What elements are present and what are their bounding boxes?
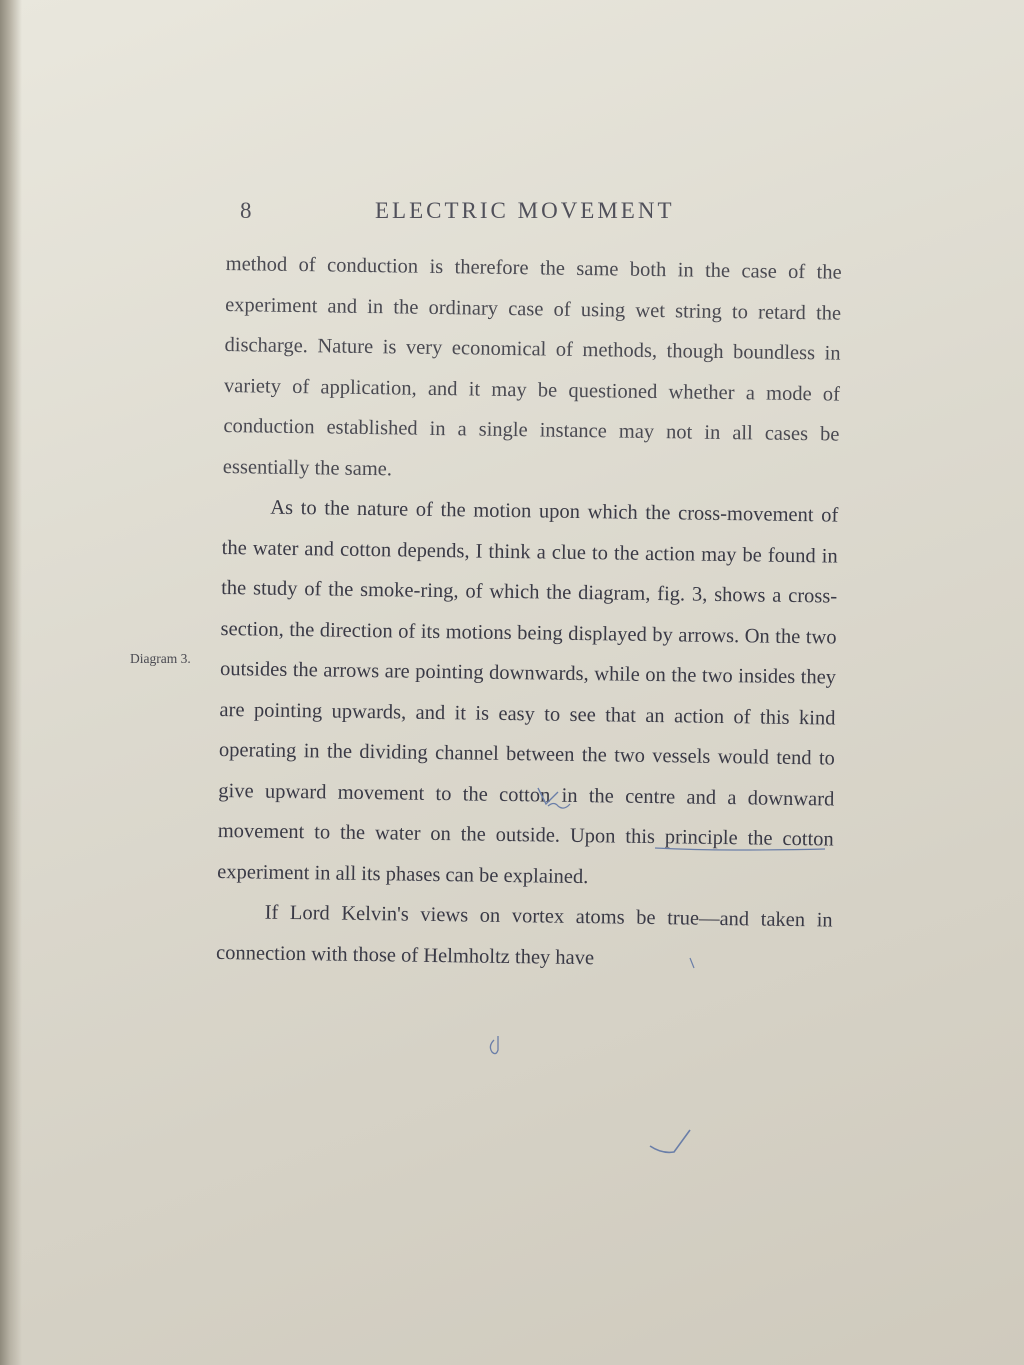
- pencil-squiggle-mark: [548, 804, 570, 809]
- pencil-underline-mark: [655, 848, 825, 850]
- margin-note: Diagram 3.: [130, 651, 191, 666]
- paragraph: method of conduction is therefore the same both in the case of the experiment and in the ordinary case of using wet string to retard the discharge. Nature is very economical of methods, though boundless in variety of application, and it may be questioned whether a mode of conduction established in a single instance may not in all cases be essentially the same.: [222, 252, 842, 480]
- pencil-caret-mark: [538, 788, 558, 804]
- page-title: ELECTRIC MOVEMENT: [375, 198, 675, 223]
- pencil-tick-mark: [690, 958, 694, 968]
- page-number: 8: [240, 198, 254, 223]
- pencil-paragraph-mark: [490, 1036, 498, 1054]
- paragraph: As to the nature of the motion upon which the cross-movement of the water and cotton depends, I think a clue to the action may be found in the study of the smoke-ring, of which the diagram, fig. 3, shows a cross-section, the direction of its motions being displayed by arrows. On the two outsides the arrows are pointing downwards, while on the two insides they are pointing upwards, and it is easy to see that an action of this kind operating in the dividing channel between the two vessels would tend to give upward movement to the cotton in the centre and a downward movement to the water on the outside. Upon this principle the cotton experiment in all its phases can be explained.: [217, 496, 839, 888]
- pencil-check-mark: [650, 1130, 690, 1152]
- paragraph: If Lord Kelvin's views on vortex atoms be true—and taken in connection with those of Helmholtz they have: [215, 901, 833, 969]
